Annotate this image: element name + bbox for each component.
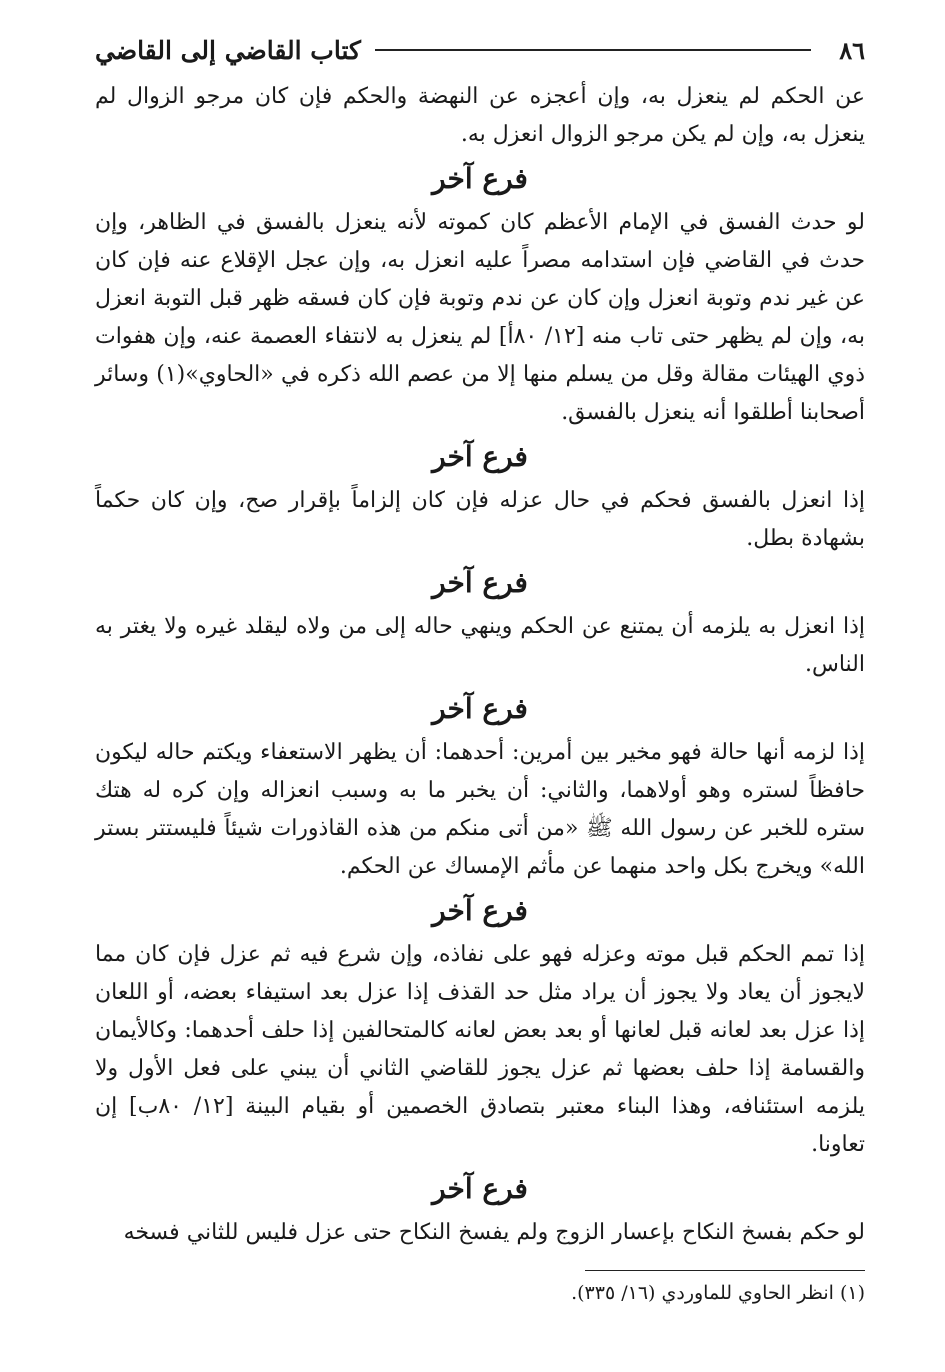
section-heading: فرع آخر <box>432 440 528 473</box>
paragraph: لو حكم بفسخ النكاح بإعسار الزوج ولم يفسخ النكاح حتى عزل فليس للثاني فسخه <box>123 1220 865 1245</box>
paragraph: إذا لزمه أنها حالة فهو مخير بين أمرين: أحدهما: أن يظهر الاستعفاء ويكتم حاله ليكون حافظاً لستره وهو أولاهما، والثاني: أن يخبر ما به وسبب انعزاله وإن كره له هتك ستره للخبر عن رسول الله ﷺ «من أتى منكم من هذه القاذورات شيئاً فليستتر بستر الله» ويخرج بكل واحد منهما عن مأثم الإمساك عن الحكم. <box>95 740 865 879</box>
footnote: (١) انظر الحاوي للماوردي (١٦/ ٣٣٥). <box>571 1282 865 1304</box>
section-heading: فرع آخر <box>432 692 528 725</box>
page-number: ٨٦ <box>839 35 865 65</box>
paragraph: إذا تمم الحكم قبل موته وعزله فهو على نفاذه، وإن شرع فيه ثم عزل فإن كان مما لايجوز أن يعاد ولا يجوز أن يراد مثل حد القذف إذا عزل بعد استيفاء بعضه، أو اللعان إذا عزل بعد لعانه قبل لعانها أو بعد بعض لعانه كالمتحالفين إذا حلف أحدهما: وكالأيمان والقسامة إذا حلف بعضها ثم عزل يجوز للقاضي الثاني أن يبني على فعل الأول ولا يلزمه استئنافه، وهذا البناء معتبر بتصادق الخصمين أو بقيام البينة [١٢/ ٨٠ب] إن تعاونا. <box>95 942 865 1157</box>
paragraph: إذا انعزل به يلزمه أن يمتنع عن الحكم وينهي حاله إلى من ولاه ليقلد غيره ولا يغتر به الناس. <box>95 614 865 677</box>
section-heading: فرع آخر <box>432 1172 528 1205</box>
header-rule <box>375 49 811 51</box>
section-heading: فرع آخر <box>432 894 528 927</box>
footnote-rule <box>585 1270 865 1271</box>
page-body <box>95 78 865 1252</box>
paragraph: لو حدث الفسق في الإمام الأعظم كان كموته لأنه ينعزل بالفسق في الظاهر، وإن حدث في القاضي فإن استدامه مصراً عليه انعزل به، وإن عجل الإقلاع عنه فإن كان عن غير ندم وتوبة انعزل وإن كان عن ندم وتوبة فإن كان فسقه ظهر قبل التوبة انعزل به، وإن لم يظهر حتى تاب منه [١٢/ ٨٠أ] لم ينعزل به لانتفاء العصمة عنه، وإن هفوات ذوي الهيئات مقالة وقل من يسلم منها إلا من عصم الله ذكره في «الحاوي»(١) وسائر أصحابنا أطلقوا أنه ينعزل بالفسق. <box>95 210 866 425</box>
book-title: كتاب القاضي إلى القاضي <box>95 35 361 65</box>
section-heading: فرع آخر <box>432 162 528 195</box>
paragraph: عن الحكم لم ينعزل به، وإن أعجزه عن النهضة والحكم فإن كان مرجو الزوال لم ينعزل به، وإن لم يكن مرجو الزوال انعزل به. <box>95 84 865 147</box>
section-heading: فرع آخر <box>432 566 528 599</box>
paragraph: إذا انعزل بالفسق فحكم في حال عزله فإن كان إلزاماً بإقرار صح، وإن كان حكماً بشهادة بطل. <box>95 488 865 551</box>
page-header <box>95 32 865 68</box>
